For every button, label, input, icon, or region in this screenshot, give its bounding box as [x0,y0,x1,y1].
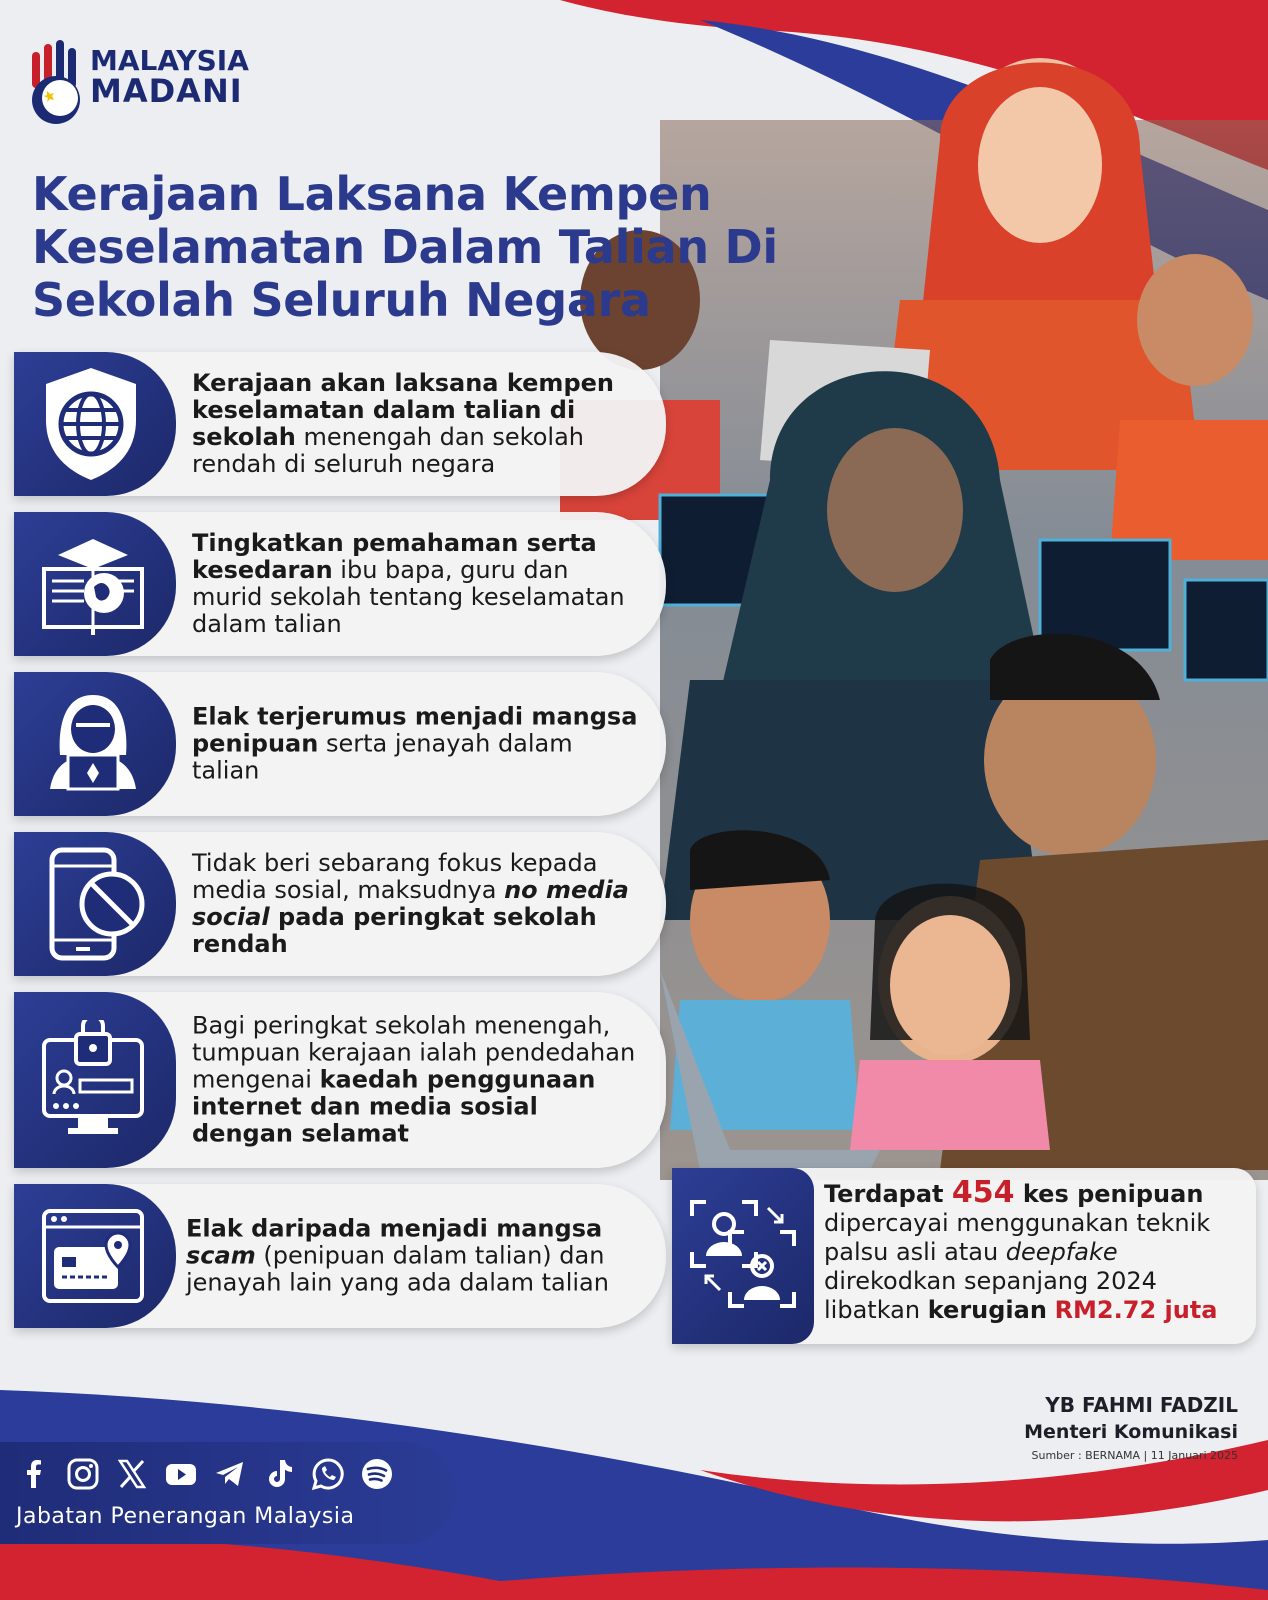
point-1-rest: menengah dan sekolah rendah di seluruh negara [192,423,584,478]
instagram-icon[interactable] [65,1456,101,1492]
point-text-4 [192,850,638,958]
point-6-italic: scam [186,1241,256,1270]
point-card-4 [14,832,666,976]
point-text-6 [186,1216,638,1297]
stat-icon-box [672,1168,814,1344]
point-card-6 [14,1184,666,1328]
point-card-5 [14,992,666,1168]
social-icons [16,1456,395,1492]
point-text-2 [192,530,638,638]
point-4-italic: no media social [192,876,629,931]
telegram-icon[interactable] [212,1456,248,1492]
stat-p4: direkodkan sepanjang 2024 [824,1267,1157,1295]
point-text-5 [192,1013,638,1148]
whatsapp-icon[interactable] [310,1456,346,1492]
logo-line-1: MALAYSIA [90,44,249,77]
book-graduation-icon [38,529,148,639]
stat-p5: libatkan [824,1296,928,1324]
point-3-rest: serta jenayah dalam talian [192,729,573,785]
footer-bar [0,1442,456,1544]
point-card-2 [14,512,666,656]
source-note: Sumber : BERNAMA | 11 Januari 2025 [1031,1449,1238,1462]
point-card-1 [14,352,666,496]
point-icon-box-4 [14,832,176,976]
stat-text [824,1175,1246,1325]
stat-p1: Terdapat [824,1180,952,1208]
minister-name: YB FAHMI FADZIL [1045,1393,1238,1417]
card-location-icon [38,1201,148,1311]
point-4-bold: pada peringkat sekolah rendah [192,903,597,958]
point-5-bold: kaedah penggunaan internet dan media sosial dengan selamat [192,1065,596,1148]
hacker-icon [38,689,148,799]
organization-name: Jabatan Penerangan Malaysia [16,1504,355,1529]
signature [1024,1392,1238,1466]
computer-lock-icon [38,1020,148,1140]
point-1-bold: Kerajaan akan laksana kempen keselamatan dalam talian di sekolah [192,369,614,451]
phone-no-icon [38,846,148,962]
point-icon-box-5 [14,992,176,1168]
stat-p3: dipercayai menggunakan teknik palsu asli atau [824,1209,1211,1266]
stat-loss: RM2.72 juta [1054,1296,1218,1324]
facebook-icon[interactable] [16,1456,52,1492]
point-icon-box-1 [14,352,176,496]
point-icon-box-3 [14,672,176,816]
point-6-rest: (penipuan dalam talian) dan jenayah lain yang ada dalam talian [186,1241,609,1297]
point-5-pre: Bagi peringkat sekolah menengah, tumpuan kerajaan ialah pendedahan mengenai [192,1011,636,1094]
tiktok-icon[interactable] [261,1456,297,1492]
minister-role: Menteri Komunikasi [1024,1421,1238,1443]
point-icon-box-2 [14,512,176,656]
face-swap-icon [684,1194,802,1318]
point-3-bold: Elak terjerumus menjadi mangsa penipuan [192,702,638,758]
point-text-3 [192,704,638,785]
point-6-bold: Elak daripada menjadi mangsa [186,1214,603,1243]
point-4-pre: Tidak beri sebarang fokus kepada media sosial, maksudnya [192,849,598,904]
x-icon[interactable] [114,1456,150,1492]
youtube-icon[interactable] [163,1456,199,1492]
malaysia-madani-logo [26,40,266,130]
point-text-1 [192,370,638,478]
madani-emblem-icon [26,40,86,126]
stat-count: 454 [951,1175,1015,1210]
point-icon-box-6 [14,1184,176,1328]
stat-deepfake: deepfake [1005,1238,1118,1266]
page-title: Kerajaan Laksana Kempen Keselamatan Dalam Talian Di Sekolah Seluruh Negara [32,167,778,327]
stat-loss-label: kerugian [927,1296,1047,1324]
point-2-rest: ibu bapa, guru dan murid sekolah tentang keselamatan dalam talian [192,556,625,638]
shield-globe-icon [38,364,144,484]
stat-card [672,1168,1256,1344]
spotify-icon[interactable] [359,1456,395,1492]
stat-p2: kes penipuan [1014,1180,1204,1208]
point-2-bold: Tingkatkan pemahaman serta kesedaran [192,529,597,584]
point-card-3 [14,672,666,816]
logo-line-2: MADANI [90,72,243,110]
